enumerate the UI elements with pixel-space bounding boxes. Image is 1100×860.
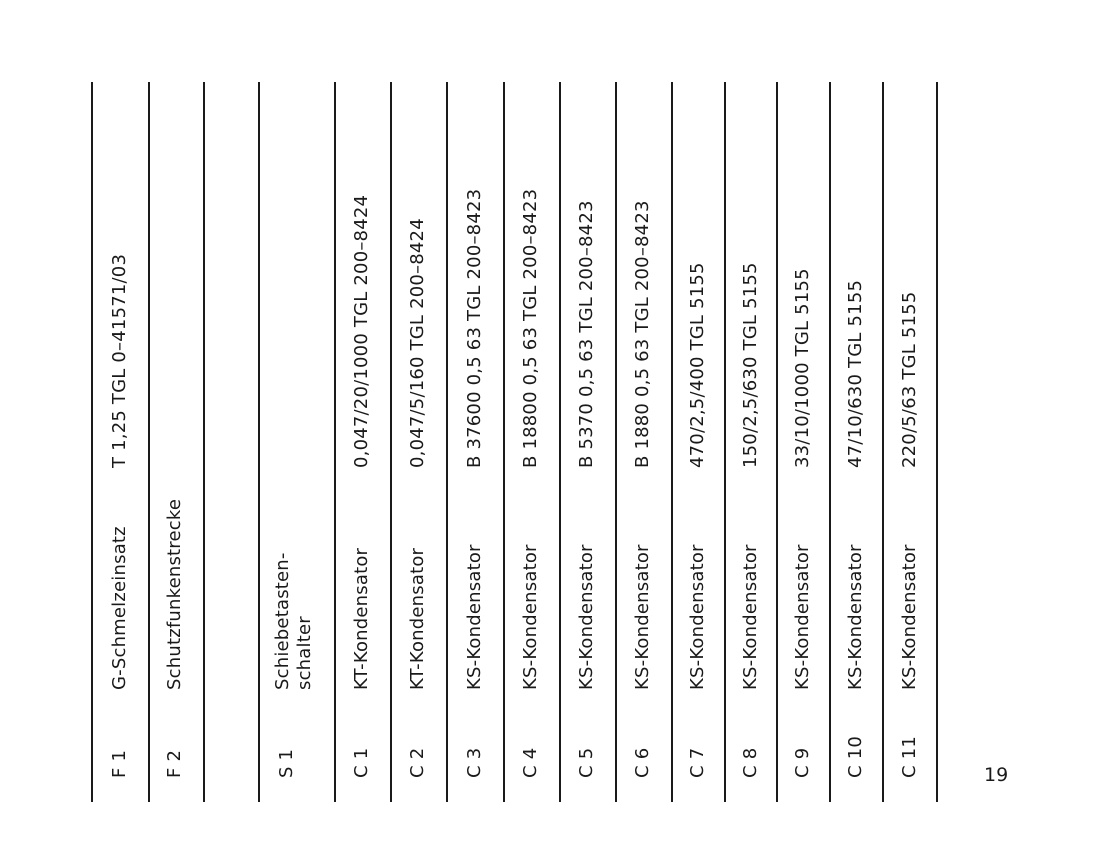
component-id: C 1 [351,747,372,778]
column-rule [724,82,726,802]
component-name: KS-Kondensator [740,544,761,690]
column-rule [559,82,561,802]
component-name: KT-Kondensator [351,547,372,690]
column-rule [776,82,778,802]
column-rule [882,82,884,802]
column-rule [148,82,150,802]
component-name: KS-Kondensator [632,544,653,690]
column-rule [334,82,336,802]
component-id: C 9 [792,747,813,778]
column-rule [936,82,938,802]
component-id: C 8 [740,747,761,778]
component-id: C 4 [520,747,541,778]
component-id: C 6 [632,747,653,778]
component-name: Schutzfunkenstrecke [164,498,185,690]
component-spec: 0,047/5/160 TGL 200–8424 [407,218,428,468]
column-rule [615,82,617,802]
component-spec: B 18800 0,5 63 TGL 200–8423 [520,188,541,468]
column-rule [203,82,205,802]
component-spec: B 5370 0,5 63 TGL 200–8423 [576,200,597,468]
component-name-line2: schalter [294,616,315,690]
component-name: G-Schmelzeinsatz [109,526,130,690]
component-name: KT-Kondensator [407,547,428,690]
column-rule [390,82,392,802]
component-id: F 2 [164,749,185,778]
component-name: KS-Kondensator [687,544,708,690]
component-spec: 47/10/630 TGL 5155 [845,279,866,468]
component-name: KS-Kondensator [576,544,597,690]
component-spec: 220/5/63 TGL 5155 [899,291,920,468]
column-rule [446,82,448,802]
component-name: KS-Kondensator [845,544,866,690]
component-spec: 33/10/1000 TGL 5155 [792,268,813,468]
component-id: F 1 [109,749,130,778]
column-rule [503,82,505,802]
component-name: KS-Kondensator [520,544,541,690]
column-rule [829,82,831,802]
component-id: C 2 [407,747,428,778]
column-rule [671,82,673,802]
component-id: C 7 [687,747,708,778]
component-id: C 11 [899,736,920,778]
component-spec: B 37600 0,5 63 TGL 200–8423 [464,188,485,468]
component-id: C 5 [576,747,597,778]
component-spec: T 1,25 TGL 0–41571/03 [109,253,130,468]
column-rule [258,82,260,802]
component-spec: 470/2,5/400 TGL 5155 [687,262,708,468]
component-name-line1: Schiebetasten- [272,552,293,690]
component-id: S 1 [276,748,297,778]
component-name: KS-Kondensator [464,544,485,690]
component-spec: 0,047/20/1000 TGL 200–8424 [351,194,372,468]
component-spec: 150/2,5/630 TGL 5155 [740,262,761,468]
component-id: C 3 [464,747,485,778]
component-id: C 10 [845,736,866,778]
page-number: 19 [984,764,1009,786]
component-name: KS-Kondensator [899,544,920,690]
component-name: KS-Kondensator [792,544,813,690]
component-spec: B 1880 0,5 63 TGL 200–8423 [632,200,653,468]
column-rule [91,82,93,802]
